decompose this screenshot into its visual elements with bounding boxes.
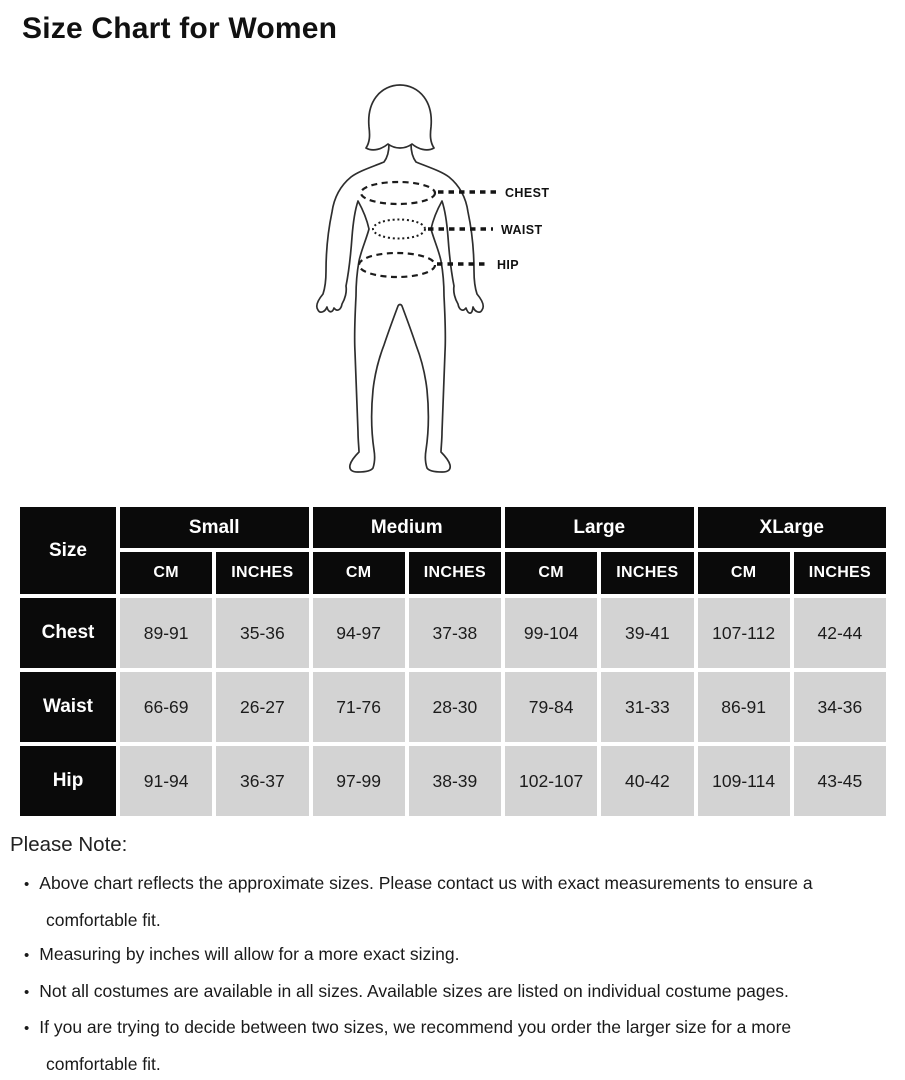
measurement-cell: 42-44 [794,598,886,668]
unit-header: INCHES [216,552,308,594]
measurement-cell: 34-36 [794,672,886,742]
measurement-cell: 79-84 [505,672,597,742]
measurement-cell: 89-91 [120,598,212,668]
unit-header: INCHES [409,552,501,594]
unit-header: CM [698,552,790,594]
measurement-cell: 37-38 [409,598,501,668]
size-group-header: Medium [313,507,502,548]
unit-header: CM [313,552,405,594]
measurement-cell: 38-39 [409,746,501,816]
chest-label: CHEST [505,186,550,200]
measurement-cell: 66-69 [120,672,212,742]
measurement-cell: 71-76 [313,672,405,742]
table-row-hip [20,746,886,816]
size-chart-table [16,503,890,820]
table-header-row-units [20,552,886,594]
measurement-cell: 43-45 [794,746,886,816]
unit-header: INCHES [601,552,693,594]
hip-label: HIP [497,258,520,272]
measurement-cell: 28-30 [409,672,501,742]
measurement-cell: 39-41 [601,598,693,668]
row-label: Chest [20,598,116,668]
note-item: • Measuring by inches will allow for a more exact sizing. [8,937,856,974]
size-group-header: Large [505,507,694,548]
measurement-cell: 97-99 [313,746,405,816]
unit-header: INCHES [794,552,886,594]
size-chart-table-container [16,503,890,820]
measurement-cell: 31-33 [601,672,693,742]
row-label: Waist [20,672,116,742]
measurement-cell: 26-27 [216,672,308,742]
table-header-row-sizes [20,507,886,548]
measurement-cell: 94-97 [313,598,405,668]
measurement-cell: 109-114 [698,746,790,816]
size-group-header: XLarge [698,507,887,548]
measurement-cell: 99-104 [505,598,597,668]
measurement-cell: 40-42 [601,746,693,816]
measurement-cell: 91-94 [120,746,212,816]
notes-heading: Please Note: [10,833,128,856]
woman-body-outline [317,144,483,472]
row-label: Hip [20,746,116,816]
waist-label: WAIST [501,223,543,237]
unit-header: CM [120,552,212,594]
measurement-cell: 102-107 [505,746,597,816]
note-item: • Not all costumes are available in all sizes. Available sizes are listed on individual costume pages. [8,974,856,1011]
measurement-cell: 107-112 [698,598,790,668]
table-corner-cell: Size [20,507,116,594]
measurement-cell: 36-37 [216,746,308,816]
note-item: • If you are trying to decide between two sizes, we recommend you order the larger size for a more comfortable fit. [8,1010,856,1080]
unit-header: CM [505,552,597,594]
woman-head-outline [366,85,434,150]
body-measurement-figure [0,70,905,500]
notes-list [8,866,856,1080]
page-title: Size Chart for Women [22,12,338,45]
measurement-cell: 35-36 [216,598,308,668]
table-row-chest [20,598,886,668]
measurement-cell: 86-91 [698,672,790,742]
note-item: • Above chart reflects the approximate sizes. Please contact us with exact measurements to ensure a comfortable fit. [8,866,856,937]
size-group-header: Small [120,507,309,548]
table-row-waist [20,672,886,742]
